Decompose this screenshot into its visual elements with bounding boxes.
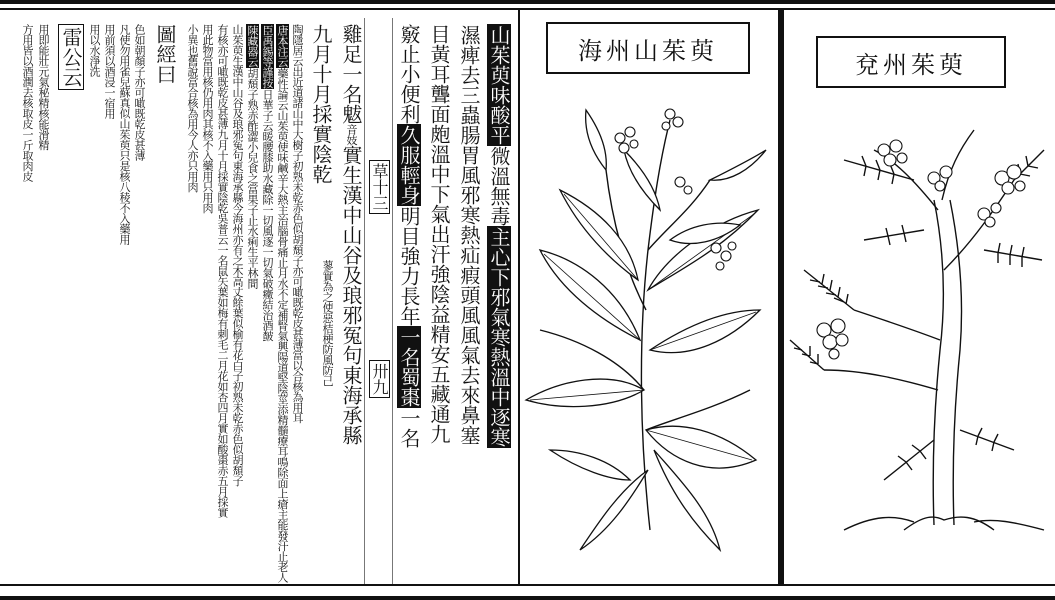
text-column-4-tag2: 一名蜀棗 [397, 327, 421, 407]
column-rule [392, 18, 393, 584]
entry-title: 山茱萸味酸平 [487, 25, 511, 145]
annotation-col-2 [275, 24, 289, 584]
annotation-text: 用即能壯元氣秘精核能滑精 [37, 24, 50, 150]
annotation-text: 方用皆以酒潤去核取皮一斤取肉皮 [21, 24, 34, 182]
text-column-6-start: 雞足一名魃 [339, 24, 363, 124]
annotation-text: 凡使勿用雀兒蘇真似山茱萸只是核八稜不入藥用 [118, 24, 131, 245]
annotation-col-13 [36, 24, 50, 584]
text-column-3-content: 目黃耳聾面皰溫中下氣出汗強陰益精安五藏通九 [427, 24, 451, 444]
text-column-6 [336, 24, 364, 584]
annotation-col-8 [185, 24, 199, 584]
annotation-text: 色如朝顏子亦可噉既乾皮甚薄 [133, 24, 146, 161]
tujing-heading: 圖經曰 [153, 24, 177, 84]
text-column-4 [394, 24, 422, 584]
annotation-col-0 [306, 260, 334, 580]
text-column-7 [306, 24, 334, 264]
tujing-heading-column [148, 24, 178, 584]
fruit-cluster [878, 140, 907, 166]
text-column-3 [424, 24, 452, 584]
annotation-col-5 [230, 24, 244, 584]
text-column-7-content: 九月十月採實陰乾 [309, 24, 333, 184]
text-column-4-rest: 明目強力長年 [397, 206, 421, 326]
text-column-4-end: 一名 [397, 408, 421, 448]
entry-title-rest: 微溫無毒 [487, 146, 511, 226]
frond [804, 270, 854, 310]
annotation-col-6 [215, 24, 229, 584]
fold-marker-bottom [366, 360, 390, 440]
annotation-col-1 [290, 24, 304, 584]
text-column-4-tag: 久服輕身 [397, 125, 421, 205]
annotation-label: 唐本注云 [276, 25, 289, 67]
annotation-text: 日華子云暖腰膝助水藏除一切風逐一切氣破癥結治酒皶 [261, 89, 274, 341]
annotation-text: 胡頹子熟赤酢澀小兒食之當果子止水痢生平林間 [246, 68, 259, 289]
annotation-col-4 [245, 24, 259, 584]
caption-haizhou-text: 海州山茱萸 [578, 36, 718, 65]
page-number-marker: 卅九 [369, 360, 390, 398]
text-column-2 [454, 24, 482, 584]
yanzhou-tree-drawing [784, 10, 1055, 588]
annotation-text: 用前須以酒浸一宿用 [103, 24, 116, 119]
annotation-label: 臣禹錫等謹按 [261, 25, 274, 88]
caption-yanzhou-text: 兗州茱萸 [855, 50, 967, 79]
annotation-col-3 [260, 24, 274, 584]
annotation-text: 小異也舊說當合核為用今人亦只用肉 [186, 24, 199, 192]
column-rule [364, 18, 365, 584]
annotation-col-10 [117, 24, 131, 584]
annotation-text: 陶隱居云出近道諸山中大樹子初熟未乾赤色似胡頹子亦可噉既乾皮甚薄當以合核為用耳 [291, 24, 304, 423]
entry-main-indication: 主心下邪氣寒熱溫中逐寒 [487, 227, 511, 447]
annotation-label: 陳藏器云 [246, 25, 259, 67]
annotation-text: 蓼實為之使惡桔梗防風防己 [321, 260, 334, 386]
annotation-text: 有核亦可噉既乾皮甚薄九月十月採實陰乾吳普云一名鼠矢葉如梅有刺毛二月花如杏四月實如酸棗赤五月採實 [216, 24, 229, 518]
main-entry-column [484, 24, 512, 584]
annotation-col-12 [87, 24, 101, 584]
annotation-col-9 [132, 24, 146, 584]
annotation-col-7 [200, 24, 214, 584]
annotation-text: 藥性論云山茱萸使味鹹辛大熱主治腦骨痛止月水不定補腎氣興陽道堅陰莖添精髓療耳鳴除面上瘡主能發汗止老人 [276, 68, 289, 583]
illustration-haizhou [520, 8, 780, 586]
text-column-2-content: 濕痺去三蟲腸胃風邪寒熱疝瘕頭風風氣去來鼻塞 [457, 25, 481, 445]
leigong-heading-column [54, 24, 84, 584]
annotation-text: 用以水淨洗 [88, 24, 101, 77]
haizhou-plant-drawing [520, 10, 780, 588]
chapter-marker: 草十三 [369, 160, 390, 214]
annotation-text: 山茱萸生漢中山谷及琅邪冤句東海承縣今海州亦有之木高丈餘葉似榆有花白子初熟未乾赤色似胡頹子 [231, 24, 244, 486]
annotation-col-14 [20, 24, 34, 584]
illustration-yanzhou [782, 8, 1055, 586]
text-column-6-rest: 實生漢中山谷及琅邪冤句東海承縣 [339, 145, 363, 445]
leigong-heading: 雷公云 [58, 24, 84, 90]
fold-marker-top [366, 160, 390, 280]
text-page [0, 8, 520, 586]
text-column-4-start: 竅止小便利 [397, 24, 421, 124]
annotation-text: 用此物當用核仍用肉其核不入藥用只用肉 [201, 24, 214, 213]
text-column-6-note: 音妓 [345, 124, 358, 145]
annotation-col-11 [102, 24, 116, 584]
